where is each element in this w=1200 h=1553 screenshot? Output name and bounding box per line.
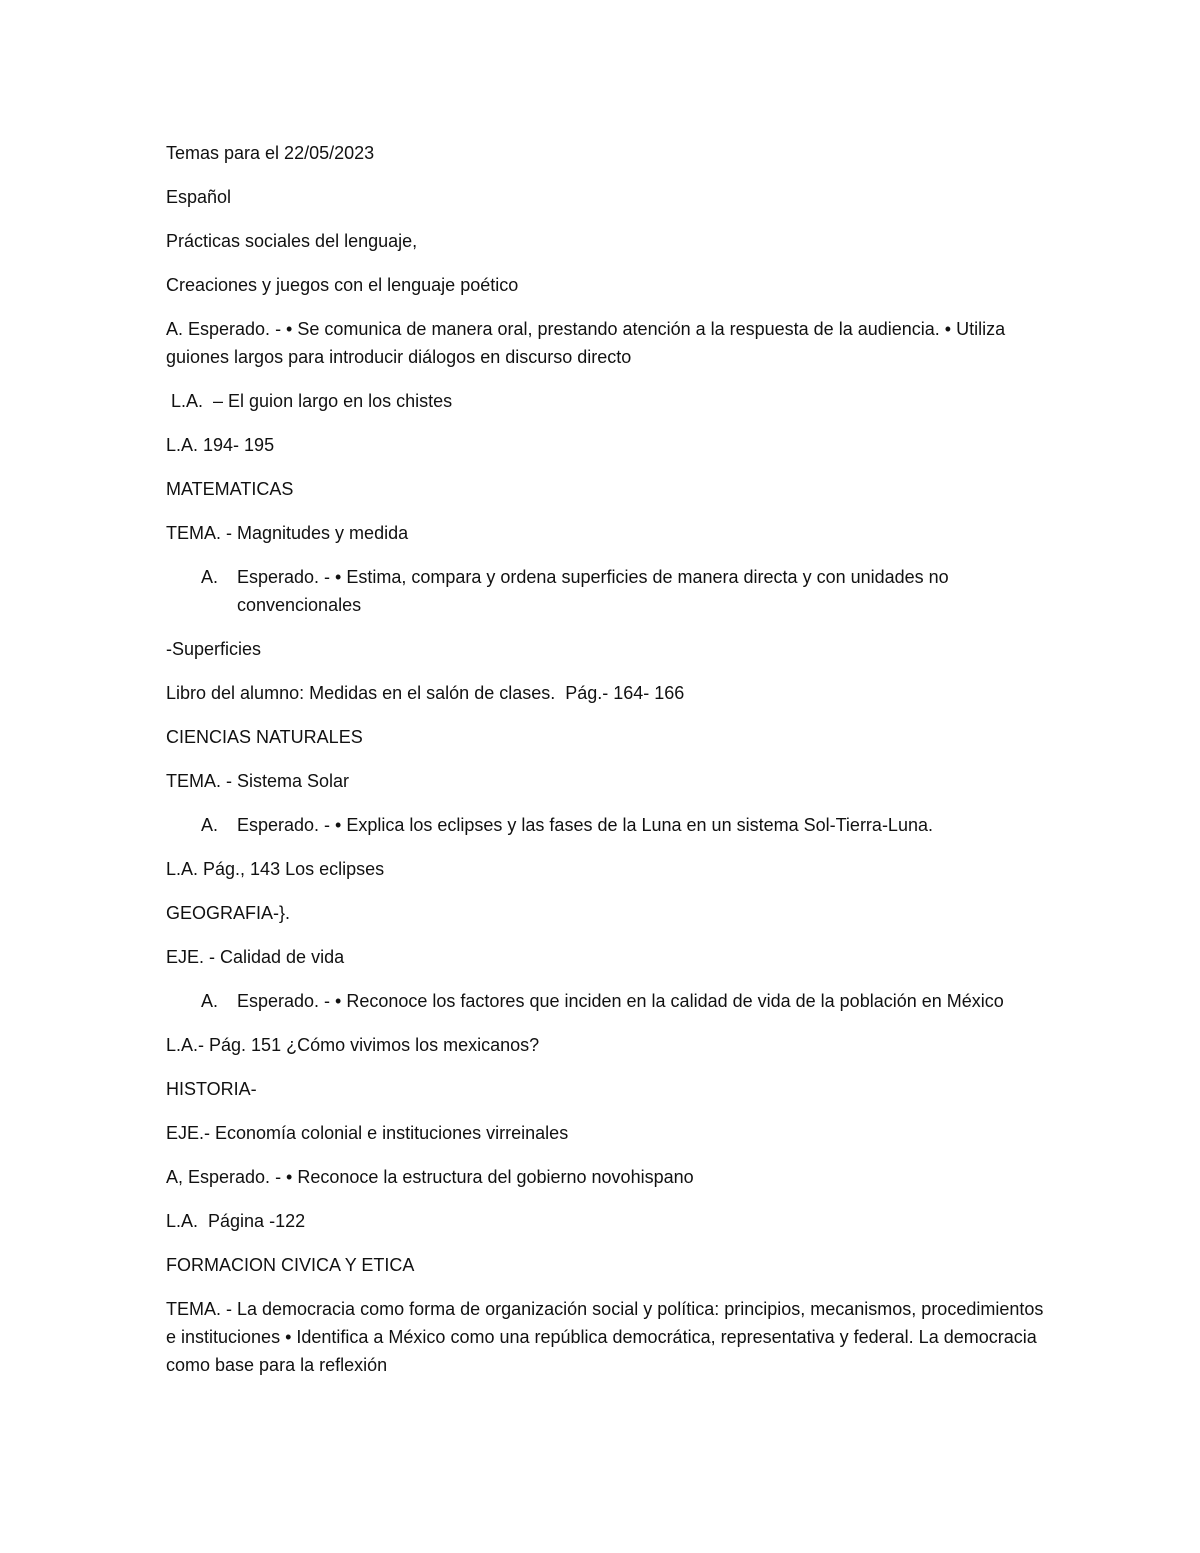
ciencias-book-pages: L.A. Pág., 143 Los eclipses [166, 859, 385, 879]
matematicas-topic: TEMA. - Magnitudes y medida [166, 523, 409, 543]
ciencias-expected-learning [166, 811, 1050, 839]
espanol-book-pages: L.A. 194- 195 [166, 435, 275, 455]
historia-axis: EJE.- Economía colonial e instituciones virreinales [166, 1123, 569, 1143]
espanol-book-topic: L.A. – El guion largo en los chistes [166, 391, 453, 411]
subject-espanol-heading: Español [166, 187, 232, 207]
list-item-text: Esperado. - • Estima, compara y ordena superficies de manera directa y con unidades no convencionales [237, 567, 949, 615]
geografia-book-pages: L.A.- Pág. 151 ¿Cómo vivimos los mexicanos? [166, 1035, 540, 1055]
document-title: Temas para el 22/05/2023 [166, 143, 375, 163]
espanol-expected-learning: A. Esperado. - • Se comunica de manera oral, prestando atención a la respuesta de la audiencia. • Utiliza guiones largos para introducir diálogos en discurso directo [166, 319, 1006, 367]
subject-matematicas-heading: MATEMATICAS [166, 479, 294, 499]
matematicas-book-pages: Libro del alumno: Medidas en el salón de clases. Pág.- 164- 166 [166, 683, 685, 703]
geografia-axis: EJE. - Calidad de vida [166, 947, 345, 967]
list-marker: A. [201, 815, 219, 835]
ciencias-topic: TEMA. - Sistema Solar [166, 771, 350, 791]
espanol-area: Prácticas sociales del lenguaje, [166, 231, 418, 251]
subject-geografia-heading: GEOGRAFIA-}. [166, 903, 291, 923]
espanol-topic: Creaciones y juegos con el lenguaje poético [166, 275, 519, 295]
historia-book-pages: L.A. Página -122 [166, 1211, 306, 1231]
geografia-expected-learning [166, 987, 1050, 1015]
list-marker: A. [201, 567, 219, 587]
subject-ciencias-heading: CIENCIAS NATURALES [166, 727, 363, 747]
subject-historia-heading: HISTORIA- [166, 1079, 257, 1099]
list-item-text: Esperado. - • Explica los eclipses y las fases de la Luna en un sistema Sol-Tierra-Luna. [237, 815, 933, 835]
list-item-text: Esperado. - • Reconoce los factores que inciden en la calidad de vida de la población en México [237, 991, 1004, 1011]
historia-expected-learning: A, Esperado. - • Reconoce la estructura del gobierno novohispano [166, 1167, 694, 1187]
matematicas-expected-learning [166, 563, 1050, 619]
matematicas-subtopic: -Superficies [166, 639, 262, 659]
formacion-topic: TEMA. - La democracia como forma de organización social y política: principios, mecanismos, procedimientos e instituciones • Identifica a México como una república democrática, representativa y federal. La democracia como base para la reflexión [166, 1299, 1044, 1375]
list-marker: A. [201, 991, 219, 1011]
subject-formacion-heading: FORMACION CIVICA Y ETICA [166, 1255, 415, 1275]
